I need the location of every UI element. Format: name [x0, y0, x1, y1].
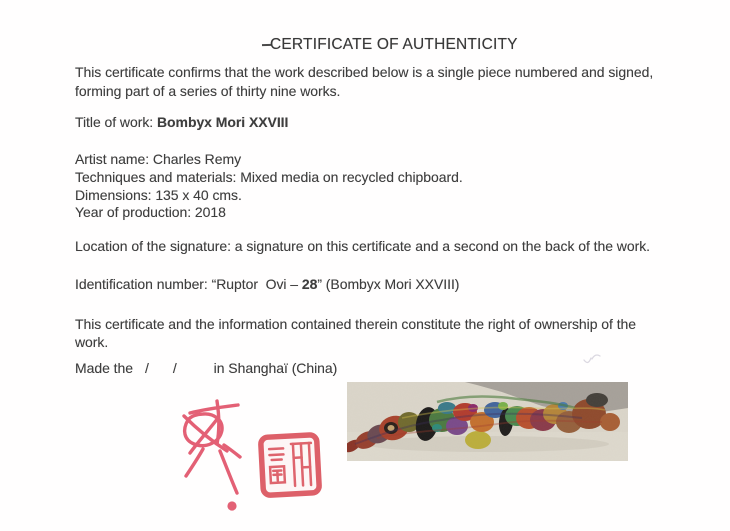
faint-pencil-mark: [580, 350, 604, 368]
made-date-line: [75, 360, 337, 377]
year-line: Year of production: 2018: [75, 204, 226, 220]
date-slash: /: [172, 360, 177, 376]
date-slash: /: [144, 360, 149, 376]
certificate-title: CERTIFICATE OF AUTHENTICITY: [270, 36, 518, 53]
signature-location-line: Location of the signature: a signature on this certificate and a second on the back of the work.: [75, 238, 651, 254]
artist-name-line: Artist name: Charles Remy: [75, 151, 242, 167]
artwork-photo: [347, 382, 628, 461]
identification-line: [75, 276, 459, 293]
seal-stamp-icon: [254, 426, 328, 504]
techniques-line: Techniques and materials: Mixed media on recycled chipboard.: [75, 169, 463, 185]
ownership-line2: work.: [75, 334, 109, 350]
identification-number: 28: [301, 276, 318, 292]
made-place: in Shanghaï (China): [213, 360, 338, 376]
stamp-dot: [227, 501, 236, 510]
signature-stamp-icon: [170, 396, 245, 514]
intro-paragraph-line2: forming part of a series of thirty nine works.: [75, 83, 341, 99]
ownership-line1: This certificate and the information contained therein constitute the right of ownership of the: [75, 316, 637, 332]
intro-paragraph-line1: This certificate confirms that the work described below is a single piece numbered and signed,: [75, 64, 654, 80]
made-prefix: Made the: [75, 360, 133, 376]
title-of-work-label: Title of work:: [75, 114, 157, 130]
dimensions-line: Dimensions: 135 x 40 cms.: [75, 187, 242, 203]
title-of-work-value: Bombyx Mori XXVIII: [156, 114, 289, 130]
title-of-work-line: [75, 114, 288, 131]
identification-prefix: Identification number: “Ruptor Ovi –: [75, 276, 302, 292]
identification-suffix: ” (Bombyx Mori XXVIII): [317, 276, 460, 292]
